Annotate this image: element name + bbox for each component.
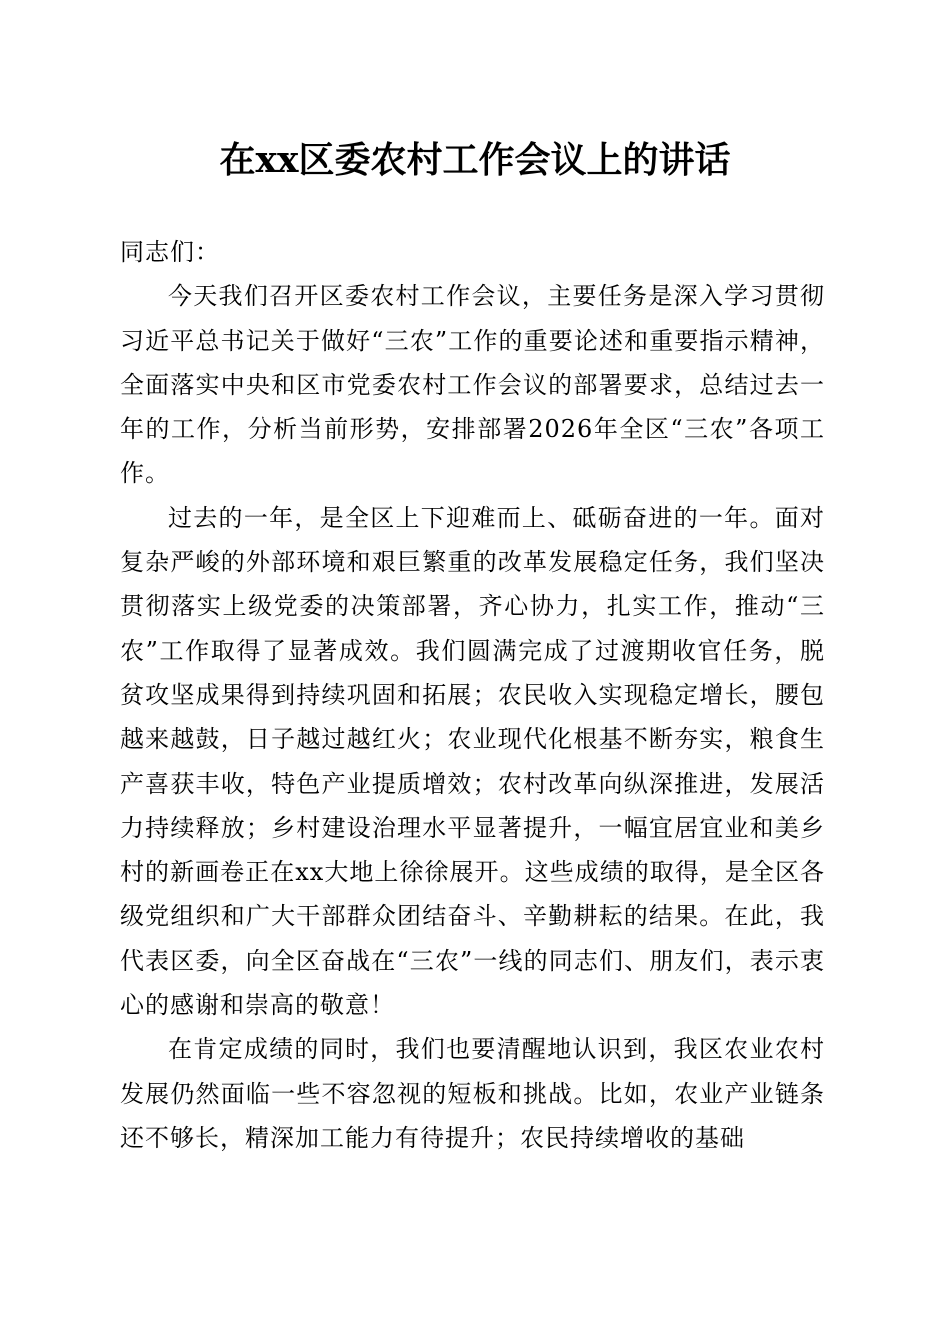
salutation: 同志们： xyxy=(120,238,220,266)
document-body xyxy=(120,230,825,1160)
paragraph-challenges: 在肯定成绩的同时，我们也要清醒地认识到，我区农业农村发展仍然面临一些不容忽视的短板和挑战。比如，农业产业链条还不够长，精深加工能力有待提升；农民持续增收的基础 xyxy=(120,1035,825,1152)
paragraph-opening: 今天我们召开区委农村工作会议，主要任务是深入学习贯彻习近平总书记关于做好“三农”工作的重要论述和重要指示精神，全面落实中央和区市党委农村工作会议的部署要求，总结过去一年的工作，分析当前形势，安排部署2026年全区“三农”各项工作。 xyxy=(120,282,825,488)
document-title: 在xx区委农村工作会议上的讲话 xyxy=(219,139,731,181)
paragraph-achievements: 过去的一年，是全区上下迎难而上、砥砺奋进的一年。面对复杂严峻的外部环境和艰巨繁重的改革发展稳定任务，我们坚决贯彻落实上级党委的决策部署，齐心协力，扎实工作，推动“三农”工作取得了显著成效。我们圆满完成了过渡期收官任务，脱贫攻坚成果得到持续巩固和拓展；农民收入实现稳定增长，腰包越来越鼓，日子越过越红火；农业现代化根基不断夯实，粮食生产喜获丰收，特色产业提质增效；农村改革向纵深推进，发展活力持续释放；乡村建设治理水平显著提升，一幅宜居宜业和美乡村的新画卷正在xx大地上徐徐展开。这些成绩的取得，是全区各级党组织和广大干部群众团结奋斗、辛勤耕耘的结果。在此，我代表区委，向全区奋战在“三农”一线的同志们、朋友们，表示衷心的感谢和崇高的敬意！ xyxy=(120,503,825,1020)
